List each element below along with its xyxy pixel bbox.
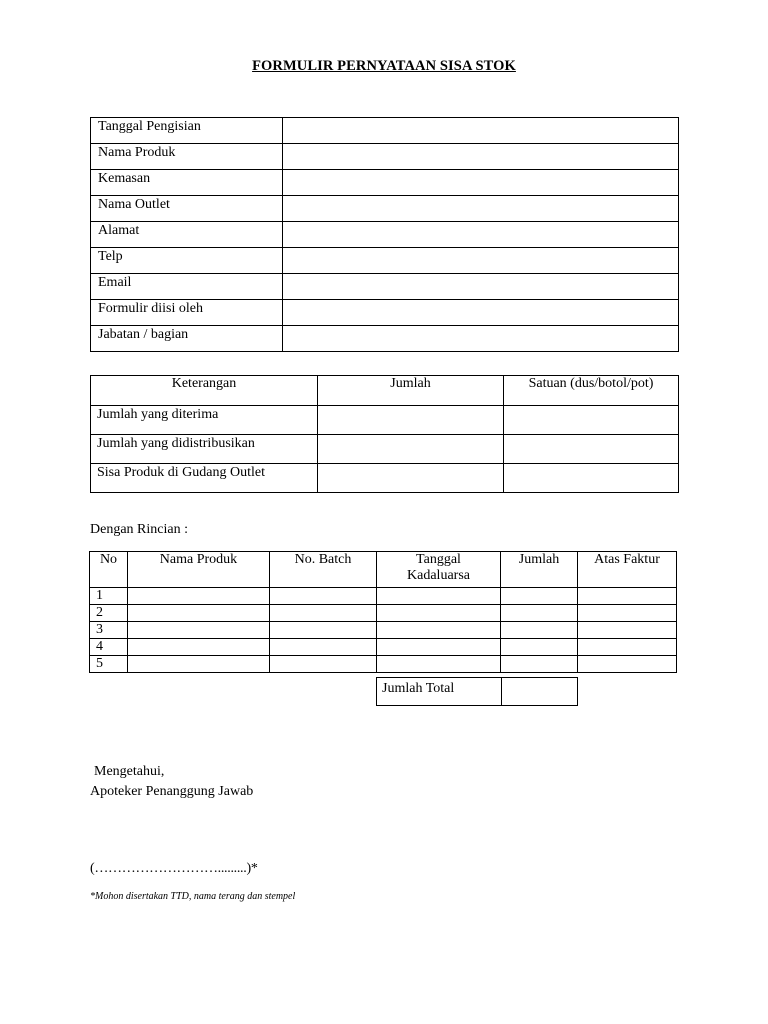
info-value-cell[interactable]: [283, 118, 679, 144]
info-label: Nama Produk: [91, 144, 283, 170]
summary-jumlah-cell[interactable]: [318, 464, 504, 493]
summary-row: [91, 464, 679, 493]
detail-cell[interactable]: [270, 605, 377, 622]
form-title: FORMULIR PERNYATAAN SISA STOK: [252, 58, 516, 74]
info-label: Telp: [91, 248, 283, 274]
detail-header-jumlah: Jumlah: [501, 552, 578, 588]
info-value-cell[interactable]: [283, 248, 679, 274]
info-value-cell[interactable]: [283, 170, 679, 196]
detail-row: [90, 605, 677, 622]
summary-label: Jumlah yang didistribusikan: [91, 435, 318, 464]
detail-cell[interactable]: [578, 656, 677, 673]
info-value-cell[interactable]: [283, 274, 679, 300]
info-row: [91, 196, 679, 222]
detail-cell[interactable]: [501, 588, 578, 605]
detail-header-nama-produk: Nama Produk: [128, 552, 270, 588]
summary-row: [91, 406, 679, 435]
info-label: Kemasan: [91, 170, 283, 196]
detail-cell[interactable]: [270, 622, 377, 639]
detail-cell[interactable]: [128, 656, 270, 673]
info-label: Nama Outlet: [91, 196, 283, 222]
summary-table: [90, 375, 679, 493]
detail-cell[interactable]: [128, 588, 270, 605]
info-value-cell[interactable]: [283, 196, 679, 222]
summary-row: [91, 435, 679, 464]
detail-cell[interactable]: [578, 588, 677, 605]
mengetahui-label: Mengetahui,: [94, 764, 165, 779]
summary-header-row: [91, 376, 679, 406]
detail-cell[interactable]: [128, 622, 270, 639]
detail-row: [90, 588, 677, 605]
summary-label: Sisa Produk di Gudang Outlet: [91, 464, 318, 493]
detail-row: [90, 622, 677, 639]
detail-cell[interactable]: [501, 622, 578, 639]
summary-header-keterangan: Keterangan: [91, 376, 318, 406]
info-value-cell[interactable]: [283, 144, 679, 170]
detail-cell[interactable]: [578, 639, 677, 656]
detail-cell[interactable]: [501, 639, 578, 656]
info-row: [91, 248, 679, 274]
detail-row-number: 5: [90, 656, 128, 673]
summary-label: Jumlah yang diterima: [91, 406, 318, 435]
info-row: [91, 300, 679, 326]
detail-cell[interactable]: [270, 656, 377, 673]
signature-line[interactable]: (……………………….........)*: [90, 861, 258, 876]
detail-row: [90, 639, 677, 656]
info-row: [91, 326, 679, 352]
detail-row: [90, 656, 677, 673]
detail-cell[interactable]: [501, 656, 578, 673]
detail-cell[interactable]: [377, 588, 501, 605]
detail-header-atas-faktur: Atas Faktur: [578, 552, 677, 588]
info-row: [91, 274, 679, 300]
detail-table: [89, 551, 677, 673]
detail-cell[interactable]: [501, 605, 578, 622]
info-row: [91, 144, 679, 170]
total-table: [376, 677, 578, 706]
info-value-cell[interactable]: [283, 300, 679, 326]
detail-cell[interactable]: [578, 605, 677, 622]
detail-cell[interactable]: [128, 639, 270, 656]
info-row: [91, 222, 679, 248]
info-value-cell[interactable]: [283, 326, 679, 352]
detail-cell[interactable]: [270, 588, 377, 605]
total-row: [377, 678, 578, 706]
detail-header-no-batch: No. Batch: [270, 552, 377, 588]
detail-cell[interactable]: [270, 639, 377, 656]
summary-jumlah-cell[interactable]: [318, 406, 504, 435]
summary-header-satuan: Satuan (dus/botol/pot): [504, 376, 679, 406]
detail-header-tanggal-kadaluarsa: [377, 552, 501, 588]
info-label: Jabatan / bagian: [91, 326, 283, 352]
detail-row-number: 1: [90, 588, 128, 605]
detail-cell[interactable]: [377, 622, 501, 639]
detail-cell[interactable]: [377, 605, 501, 622]
summary-satuan-cell[interactable]: [504, 435, 679, 464]
info-label: Tanggal Pengisian: [91, 118, 283, 144]
total-value-cell[interactable]: [502, 678, 578, 706]
info-table: [90, 117, 679, 352]
detail-header-kadaluarsa: Kadaluarsa: [407, 568, 470, 583]
detail-row-number: 3: [90, 622, 128, 639]
info-row: [91, 118, 679, 144]
info-label: Alamat: [91, 222, 283, 248]
info-label: Email: [91, 274, 283, 300]
info-value-cell[interactable]: [283, 222, 679, 248]
detail-cell[interactable]: [377, 656, 501, 673]
detail-header-no: No: [90, 552, 128, 588]
summary-satuan-cell[interactable]: [504, 406, 679, 435]
detail-header-tanggal: Tanggal: [416, 552, 461, 567]
signature-note: *Mohon disertakan TTD, nama terang dan stempel: [90, 891, 296, 902]
detail-row-number: 2: [90, 605, 128, 622]
summary-satuan-cell[interactable]: [504, 464, 679, 493]
detail-cell[interactable]: [128, 605, 270, 622]
rincian-label: Dengan Rincian :: [90, 522, 188, 537]
summary-header-jumlah: Jumlah: [318, 376, 504, 406]
info-label: Formulir diisi oleh: [91, 300, 283, 326]
signer-role: Apoteker Penanggung Jawab: [90, 784, 254, 799]
summary-jumlah-cell[interactable]: [318, 435, 504, 464]
detail-row-number: 4: [90, 639, 128, 656]
info-row: [91, 170, 679, 196]
detail-cell[interactable]: [578, 622, 677, 639]
detail-cell[interactable]: [377, 639, 501, 656]
total-label: Jumlah Total: [377, 678, 502, 706]
detail-header-row: [90, 552, 677, 588]
